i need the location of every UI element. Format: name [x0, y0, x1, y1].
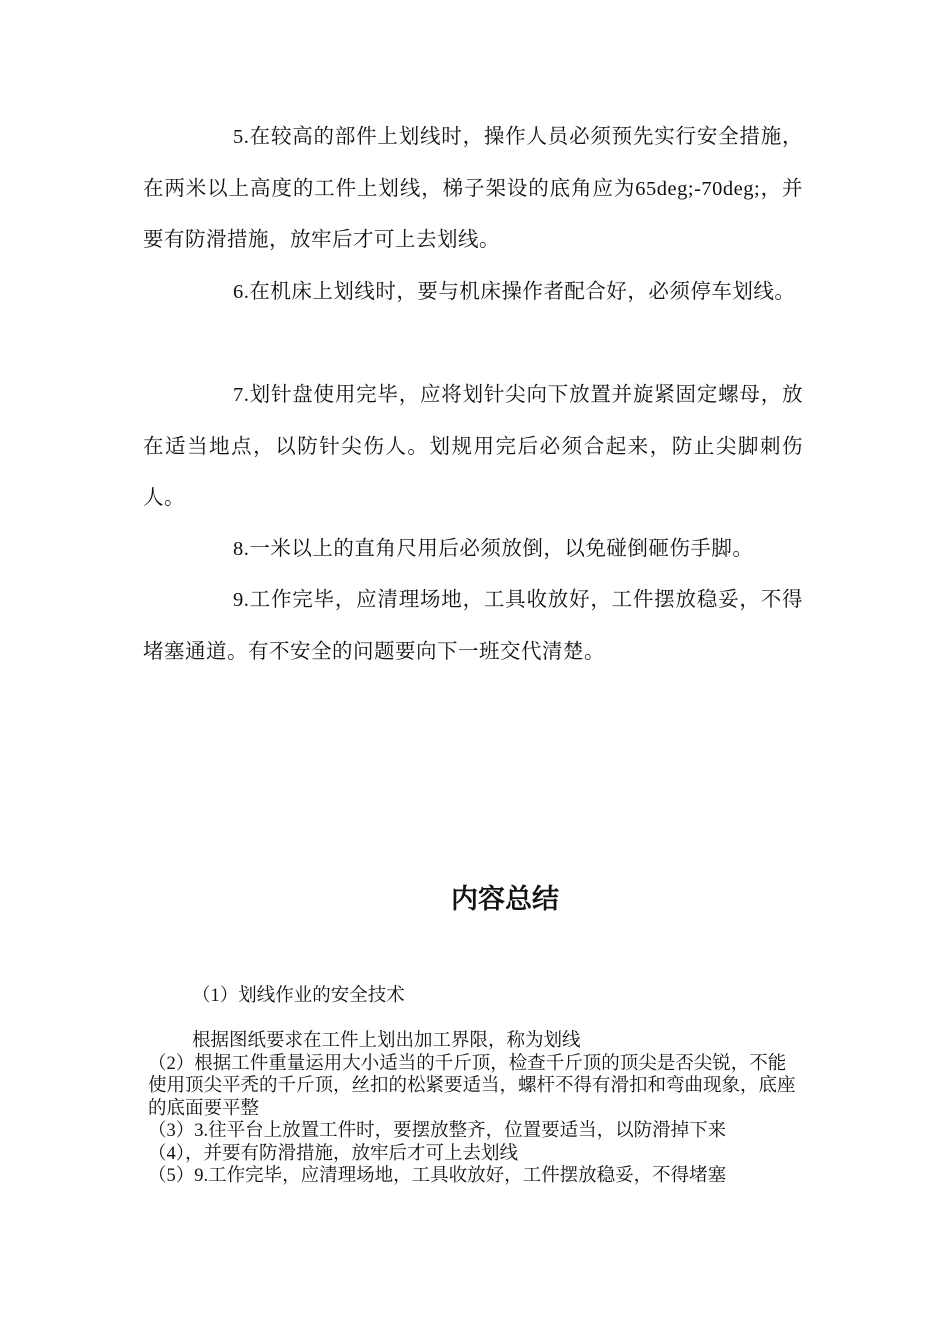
paragraph-6 [143, 267, 803, 319]
paragraph-5 [143, 112, 803, 267]
paragraph-7-text: 7.划针盘使用完毕，应将划针尖向下放置并旋紧固定螺母，放在适当地点，以防针尖伤人。划规用完后必须合起来，防止尖脚刺伤人。 [143, 384, 803, 509]
paragraph-9 [143, 575, 803, 678]
summary-heading: （1）划线作业的安全技术 [192, 986, 405, 1006]
paragraph-5-text: 5.在较高的部件上划线时，操作人员必须预先实行安全措施，在两米以上高度的工件上划线，梯子架设的底角应为65deg;-70deg;，并要有防滑措施，放牢后才可上去划线。 [143, 126, 803, 251]
paragraph-6-text: 6.在机床上划线时，要与机床操作者配合好，必须停车划线。 [233, 281, 796, 303]
summary-line-3: （3）3.往平台上放置工件时，要摆放整齐，位置要适当，以防滑掉下来 [148, 1121, 727, 1141]
summary-line-4: （4），并要有防滑措施，放牢后才可上去划线 [148, 1143, 519, 1164]
paragraph-8-text: 8.一米以上的直角尺用后必须放倒，以免碰倒砸伤手脚。 [233, 538, 754, 560]
summary-line-5: （5）9.工作完毕，应清理场地，工具收放好，工件摆放稳妥，不得堵塞 [148, 1166, 727, 1186]
paragraph-7 [143, 370, 803, 525]
summary-line-2: （2）根据工件重量运用大小适当的千斤顶，检查千斤顶的顶尖是否尖锐，不能使用顶尖平秃的千斤顶，丝扣的松紧要适当，螺杆不得有滑扣和弯曲现象，底座的底面要平整 [148, 1053, 796, 1119]
summary-line-1: 根据图纸要求在工件上划出加工界限，称为划线 [192, 1031, 581, 1051]
paragraph-8 [143, 524, 803, 576]
paragraph-9-text: 9.工作完毕，应清理场地，工具收放好，工件摆放稳妥，不得堵塞通道。有不安全的问题要向下一班交代清楚。 [143, 589, 803, 663]
summary-title: 内容总结 [451, 884, 559, 915]
summary-body [148, 1030, 798, 1188]
